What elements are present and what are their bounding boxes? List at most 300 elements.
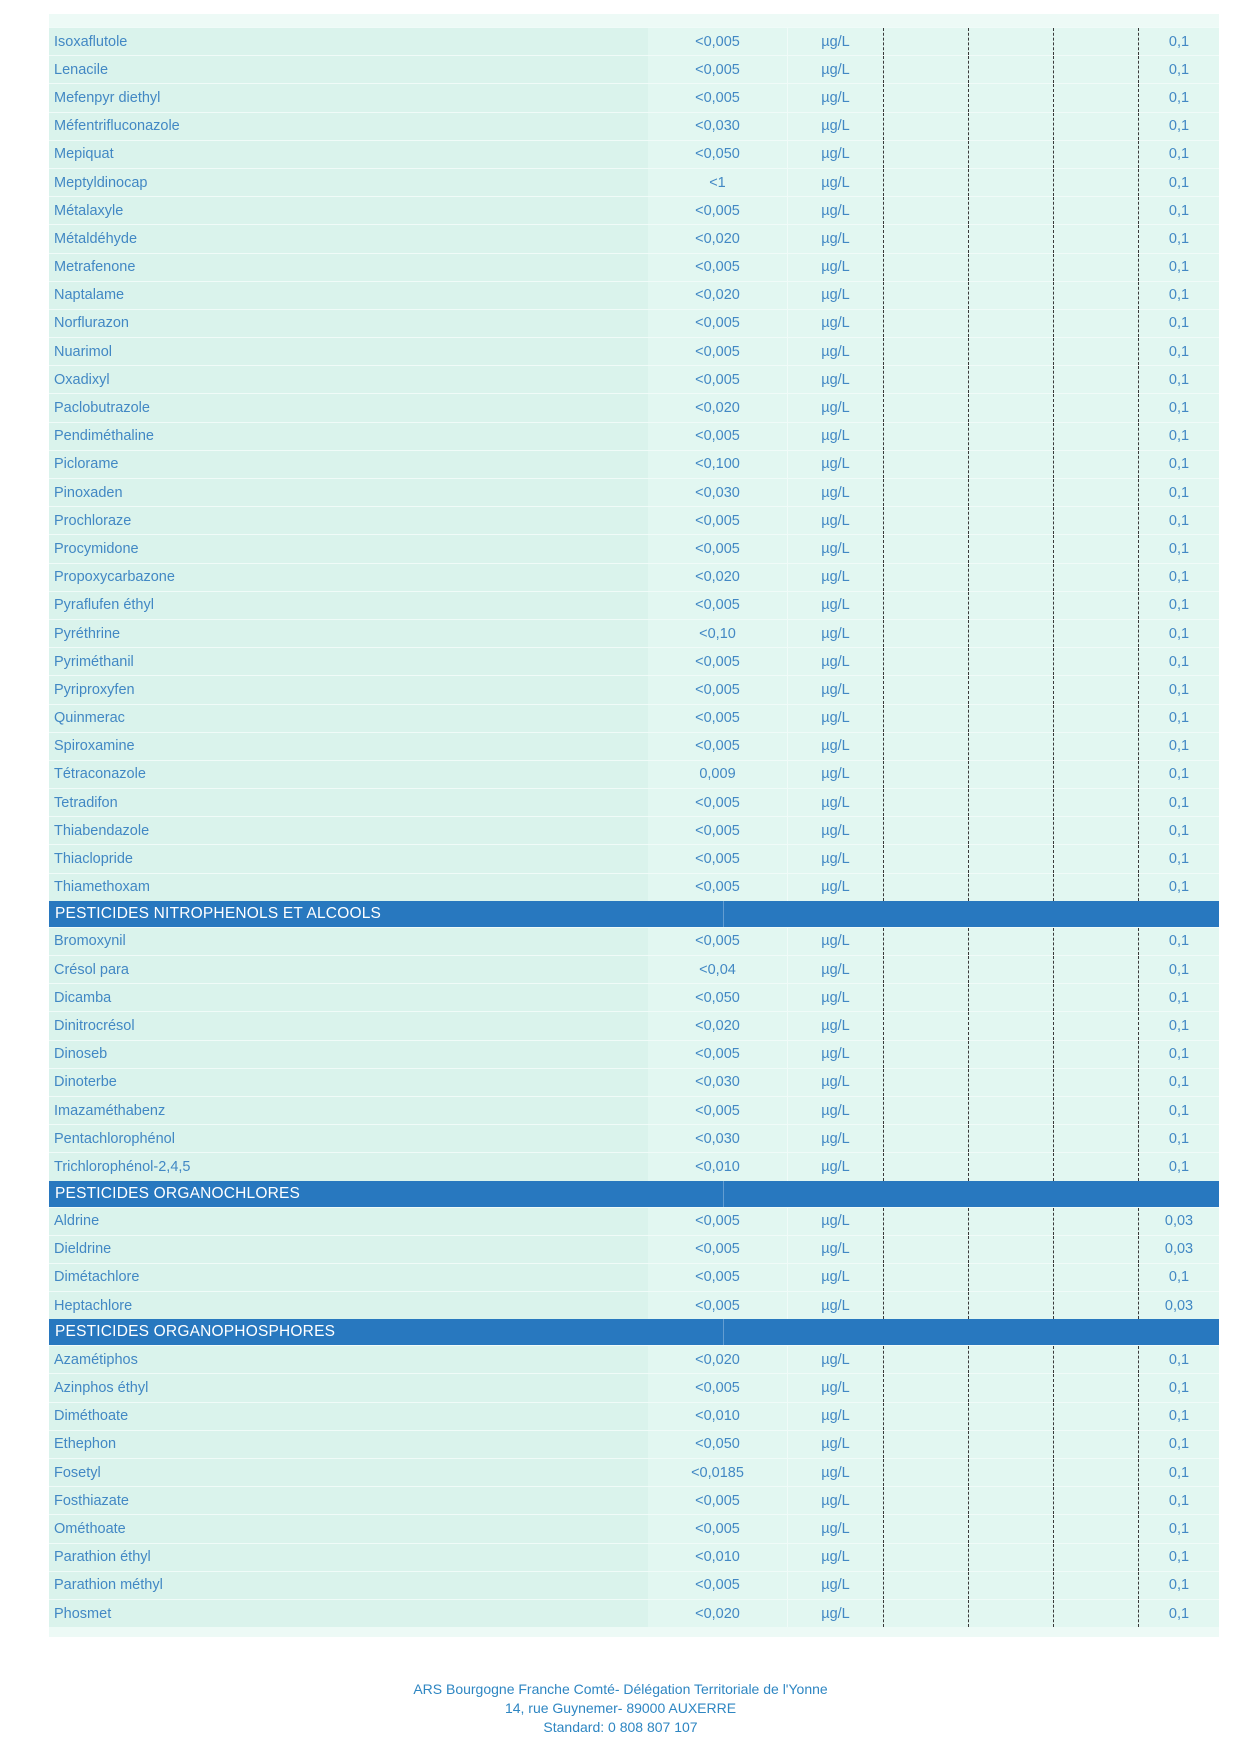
limit-value: 0,1 [1138, 705, 1219, 732]
limit-value: 0,1 [1138, 338, 1219, 365]
measured-value: <0,005 [648, 789, 787, 816]
empty-cell [1053, 1346, 1138, 1373]
unit-label: µg/L [787, 1346, 883, 1373]
footer-line-phone: Standard: 0 808 807 107 [543, 1719, 698, 1735]
empty-cell [883, 928, 968, 955]
unit-label: µg/L [787, 1012, 883, 1039]
table-row [49, 1543, 1219, 1571]
limit-value: 0,1 [1138, 564, 1219, 591]
limit-value: 0,1 [1138, 620, 1219, 647]
empty-cell [883, 1600, 968, 1627]
table-row [49, 1345, 1219, 1373]
limit-value: 0,1 [1138, 507, 1219, 534]
measured-value: <0,005 [648, 535, 787, 562]
unit-label: µg/L [787, 956, 883, 983]
measured-value: 0,009 [648, 761, 787, 788]
empty-cell [1053, 789, 1138, 816]
empty-cell [968, 789, 1053, 816]
limit-value: 0,1 [1138, 254, 1219, 281]
unit-label: µg/L [787, 789, 883, 816]
parameter-name: Lenacile [49, 56, 648, 83]
unit-label: µg/L [787, 592, 883, 619]
parameter-name: Pentachlorophénol [49, 1125, 648, 1152]
unit-label: µg/L [787, 761, 883, 788]
table-row [49, 83, 1219, 111]
empty-cell [1053, 705, 1138, 732]
table-row [49, 27, 1219, 55]
unit-label: µg/L [787, 620, 883, 647]
unit-label: µg/L [787, 84, 883, 111]
empty-cell [1053, 84, 1138, 111]
measured-value: <0,0185 [648, 1459, 787, 1486]
parameter-name: Naptalame [49, 282, 648, 309]
measured-value: <0,020 [648, 1346, 787, 1373]
empty-cell [883, 1487, 968, 1514]
empty-cell [1053, 366, 1138, 393]
empty-cell [883, 141, 968, 168]
table-row [49, 1152, 1219, 1180]
table-row [49, 309, 1219, 337]
empty-cell [1053, 1459, 1138, 1486]
measured-value: <0,005 [648, 254, 787, 281]
empty-cell [1053, 394, 1138, 421]
empty-cell [1053, 1292, 1138, 1319]
empty-cell [883, 56, 968, 83]
table-row [49, 1430, 1219, 1458]
unit-label: µg/L [787, 282, 883, 309]
limit-value: 0,1 [1138, 928, 1219, 955]
measured-value: <0,020 [648, 225, 787, 252]
parameter-name: Dieldrine [49, 1236, 648, 1263]
measured-value: <0,020 [648, 1012, 787, 1039]
empty-cell [1053, 225, 1138, 252]
previous-row-sliver [49, 14, 1219, 27]
parameter-name: Crésol para [49, 956, 648, 983]
limit-value: 0,1 [1138, 1403, 1219, 1430]
parameter-name: Méfentrifluconazole [49, 113, 648, 140]
limit-value: 0,1 [1138, 1069, 1219, 1096]
empty-cell [968, 1544, 1053, 1571]
measured-value: <0,005 [648, 338, 787, 365]
empty-cell [968, 1292, 1053, 1319]
empty-cell [968, 620, 1053, 647]
table-row [49, 1571, 1219, 1599]
measured-value: <0,005 [648, 366, 787, 393]
table-row [49, 450, 1219, 478]
parameter-name: Dicamba [49, 984, 648, 1011]
unit-label: µg/L [787, 1487, 883, 1514]
empty-cell [968, 928, 1053, 955]
empty-cell [883, 479, 968, 506]
measured-value: <0,005 [648, 733, 787, 760]
empty-cell [1053, 113, 1138, 140]
empty-cell [968, 874, 1053, 901]
measured-value: <0,04 [648, 956, 787, 983]
unit-label: µg/L [787, 254, 883, 281]
table-row [49, 955, 1219, 983]
empty-cell [883, 705, 968, 732]
empty-cell [883, 1125, 968, 1152]
empty-cell [968, 817, 1053, 844]
parameter-name: Spiroxamine [49, 733, 648, 760]
empty-cell [1053, 1515, 1138, 1542]
unit-label: µg/L [787, 1069, 883, 1096]
empty-cell [1053, 451, 1138, 478]
table-row [49, 816, 1219, 844]
table-body [49, 27, 1219, 1627]
limit-value: 0,1 [1138, 451, 1219, 478]
empty-cell [883, 1431, 968, 1458]
empty-cell [1053, 1153, 1138, 1180]
empty-cell [883, 1346, 968, 1373]
section-header-bar: PESTICIDES NITROPHENOLS ET ALCOOLS [49, 901, 1219, 927]
empty-cell [968, 1572, 1053, 1599]
empty-cell [968, 648, 1053, 675]
empty-cell [1053, 423, 1138, 450]
limit-value: 0,1 [1138, 676, 1219, 703]
empty-cell [968, 1097, 1053, 1124]
parameter-name: Heptachlore [49, 1292, 648, 1319]
empty-cell [883, 564, 968, 591]
measured-value: <0,005 [648, 1292, 787, 1319]
empty-cell [883, 1459, 968, 1486]
empty-cell [968, 1264, 1053, 1291]
section-bar-seam [723, 901, 724, 927]
table-row [49, 732, 1219, 760]
empty-cell [1053, 1069, 1138, 1096]
empty-cell [968, 564, 1053, 591]
empty-cell [1053, 507, 1138, 534]
empty-cell [968, 84, 1053, 111]
measured-value: <0,005 [648, 817, 787, 844]
parameter-name: Mefenpyr diethyl [49, 84, 648, 111]
footer-line-org: ARS Bourgogne Franche Comté- Délégation Territoriale de l'Yonne [413, 1681, 828, 1697]
measured-value: <0,005 [648, 592, 787, 619]
parameter-name: Dinoterbe [49, 1069, 648, 1096]
unit-label: µg/L [787, 984, 883, 1011]
measured-value: <0,10 [648, 620, 787, 647]
parameter-name: Azinphos éthyl [49, 1374, 648, 1401]
unit-label: µg/L [787, 197, 883, 224]
empty-cell [968, 592, 1053, 619]
parameter-name: Métalaxyle [49, 197, 648, 224]
parameter-name: Tétraconazole [49, 761, 648, 788]
table-row [49, 337, 1219, 365]
parameter-name: Dinitrocrésol [49, 1012, 648, 1039]
empty-cell [883, 535, 968, 562]
limit-value: 0,1 [1138, 366, 1219, 393]
next-row-sliver [49, 1627, 1219, 1637]
parameter-name: Thiamethoxam [49, 874, 648, 901]
empty-cell [968, 479, 1053, 506]
empty-cell [1053, 1374, 1138, 1401]
page-footer [0, 1680, 1241, 1737]
unit-label: µg/L [787, 1264, 883, 1291]
empty-cell [968, 423, 1053, 450]
empty-cell [883, 1153, 968, 1180]
empty-cell [1053, 56, 1138, 83]
limit-value: 0,1 [1138, 423, 1219, 450]
empty-cell [1053, 817, 1138, 844]
unit-label: µg/L [787, 1097, 883, 1124]
empty-cell [1053, 1041, 1138, 1068]
section-bar-seam [723, 1319, 724, 1345]
measured-value: <0,050 [648, 1431, 787, 1458]
limit-value: 0,1 [1138, 1544, 1219, 1571]
table-row [49, 927, 1219, 955]
parameter-name: Azamétiphos [49, 1346, 648, 1373]
table-row [49, 619, 1219, 647]
parameter-name: Ométhoate [49, 1515, 648, 1542]
unit-label: µg/L [787, 1208, 883, 1235]
empty-cell [968, 1459, 1053, 1486]
empty-cell [883, 254, 968, 281]
unit-label: µg/L [787, 451, 883, 478]
empty-cell [883, 1208, 968, 1235]
limit-value: 0,1 [1138, 592, 1219, 619]
empty-cell [883, 874, 968, 901]
table-row [49, 1096, 1219, 1124]
parameter-name: Phosmet [49, 1600, 648, 1627]
limit-value: 0,1 [1138, 141, 1219, 168]
measured-value: <0,005 [648, 423, 787, 450]
parameter-name: Parathion éthyl [49, 1544, 648, 1571]
limit-value: 0,1 [1138, 1097, 1219, 1124]
measured-value: <0,005 [648, 1572, 787, 1599]
empty-cell [968, 1041, 1053, 1068]
empty-cell [1053, 1208, 1138, 1235]
table-row [49, 365, 1219, 393]
empty-cell [883, 28, 968, 55]
empty-cell [1053, 1012, 1138, 1039]
unit-label: µg/L [787, 56, 883, 83]
unit-label: µg/L [787, 733, 883, 760]
unit-label: µg/L [787, 845, 883, 872]
unit-label: µg/L [787, 366, 883, 393]
measured-value: <0,005 [648, 1236, 787, 1263]
empty-cell [883, 817, 968, 844]
unit-label: µg/L [787, 676, 883, 703]
limit-value: 0,1 [1138, 956, 1219, 983]
table-row [49, 534, 1219, 562]
measured-value: <0,005 [648, 507, 787, 534]
measured-value: <0,020 [648, 1600, 787, 1627]
measured-value: <0,030 [648, 113, 787, 140]
limit-value: 0,03 [1138, 1292, 1219, 1319]
empty-cell [968, 1208, 1053, 1235]
parameter-name: Quinmerac [49, 705, 648, 732]
table-row [49, 506, 1219, 534]
empty-cell [1053, 733, 1138, 760]
parameter-name: Tetradifon [49, 789, 648, 816]
empty-cell [1053, 620, 1138, 647]
parameter-name: Metrafenone [49, 254, 648, 281]
parameter-name: Trichlorophénol-2,4,5 [49, 1153, 648, 1180]
empty-cell [968, 845, 1053, 872]
measured-value: <0,050 [648, 141, 787, 168]
empty-cell [883, 197, 968, 224]
empty-cell [883, 310, 968, 337]
empty-cell [883, 282, 968, 309]
parameter-name: Norflurazon [49, 310, 648, 337]
measured-value: <0,005 [648, 28, 787, 55]
table-row [49, 1373, 1219, 1401]
empty-cell [1053, 1487, 1138, 1514]
unit-label: µg/L [787, 1403, 883, 1430]
parameter-name: Piclorame [49, 451, 648, 478]
empty-cell [1053, 1600, 1138, 1627]
empty-cell [968, 1515, 1053, 1542]
empty-cell [968, 761, 1053, 788]
limit-value: 0,1 [1138, 113, 1219, 140]
parameter-name: Prochloraze [49, 507, 648, 534]
empty-cell [968, 1125, 1053, 1152]
measured-value: <0,005 [648, 1374, 787, 1401]
unit-label: µg/L [787, 1292, 883, 1319]
empty-cell [968, 451, 1053, 478]
measured-value: <0,005 [648, 84, 787, 111]
table-row [49, 1207, 1219, 1235]
limit-value: 0,03 [1138, 1208, 1219, 1235]
limit-value: 0,1 [1138, 169, 1219, 196]
empty-cell [968, 28, 1053, 55]
limit-value: 0,1 [1138, 1487, 1219, 1514]
empty-cell [968, 338, 1053, 365]
limit-value: 0,1 [1138, 1346, 1219, 1373]
empty-cell [1053, 1544, 1138, 1571]
empty-cell [883, 1236, 968, 1263]
empty-cell [968, 1069, 1053, 1096]
limit-value: 0,1 [1138, 56, 1219, 83]
unit-label: µg/L [787, 1515, 883, 1542]
parameter-name: Bromoxynil [49, 928, 648, 955]
limit-value: 0,1 [1138, 648, 1219, 675]
table-row [49, 478, 1219, 506]
limit-value: 0,1 [1138, 1012, 1219, 1039]
measured-value: <0,005 [648, 874, 787, 901]
empty-cell [968, 254, 1053, 281]
empty-cell [1053, 648, 1138, 675]
limit-value: 0,1 [1138, 1264, 1219, 1291]
measured-value: <0,005 [648, 56, 787, 83]
empty-cell [1053, 197, 1138, 224]
table-row [49, 788, 1219, 816]
empty-cell [968, 507, 1053, 534]
empty-cell [968, 733, 1053, 760]
section-header-bar: PESTICIDES ORGANOCHLORES [49, 1181, 1219, 1207]
unit-label: µg/L [787, 874, 883, 901]
empty-cell [883, 648, 968, 675]
parameter-name: Pyréthrine [49, 620, 648, 647]
empty-cell [883, 1403, 968, 1430]
table-row [49, 1486, 1219, 1514]
empty-cell [968, 705, 1053, 732]
empty-cell [1053, 1572, 1138, 1599]
table-row [49, 1458, 1219, 1486]
table-row [49, 1068, 1219, 1096]
empty-cell [883, 169, 968, 196]
parameter-name: Propoxycarbazone [49, 564, 648, 591]
limit-value: 0,1 [1138, 1041, 1219, 1068]
empty-cell [968, 394, 1053, 421]
parameter-name: Pyriproxyfen [49, 676, 648, 703]
limit-value: 0,1 [1138, 1600, 1219, 1627]
limit-value: 0,1 [1138, 197, 1219, 224]
empty-cell [968, 1153, 1053, 1180]
empty-cell [968, 113, 1053, 140]
measured-value: <0,010 [648, 1544, 787, 1571]
parameter-name: Thiaclopride [49, 845, 648, 872]
unit-label: µg/L [787, 1431, 883, 1458]
parameter-name: Aldrine [49, 1208, 648, 1235]
measured-value: <0,030 [648, 1125, 787, 1152]
measured-value: <0,005 [648, 928, 787, 955]
table-row [49, 1235, 1219, 1263]
measured-value: <0,005 [648, 1487, 787, 1514]
empty-cell [883, 1264, 968, 1291]
measured-value: <0,010 [648, 1153, 787, 1180]
empty-cell [968, 535, 1053, 562]
unit-label: µg/L [787, 338, 883, 365]
empty-cell [968, 141, 1053, 168]
empty-cell [968, 1600, 1053, 1627]
unit-label: µg/L [787, 817, 883, 844]
empty-cell [1053, 310, 1138, 337]
parameter-name: Dimétachlore [49, 1264, 648, 1291]
limit-value: 0,1 [1138, 733, 1219, 760]
unit-label: µg/L [787, 1153, 883, 1180]
empty-cell [883, 1041, 968, 1068]
empty-cell [968, 1487, 1053, 1514]
empty-cell [1053, 141, 1138, 168]
measured-value: <0,030 [648, 479, 787, 506]
measured-value: <0,005 [648, 1208, 787, 1235]
empty-cell [883, 789, 968, 816]
parameter-name: Oxadixyl [49, 366, 648, 393]
limit-value: 0,1 [1138, 282, 1219, 309]
unit-label: µg/L [787, 705, 883, 732]
measured-value: <0,020 [648, 282, 787, 309]
limit-value: 0,1 [1138, 1515, 1219, 1542]
empty-cell [883, 1292, 968, 1319]
limit-value: 0,1 [1138, 761, 1219, 788]
table-row [49, 844, 1219, 872]
table-row [49, 983, 1219, 1011]
unit-label: µg/L [787, 1236, 883, 1263]
limit-value: 0,1 [1138, 845, 1219, 872]
empty-cell [883, 1374, 968, 1401]
empty-cell [883, 423, 968, 450]
measured-value: <0,030 [648, 1069, 787, 1096]
unit-label: µg/L [787, 648, 883, 675]
parameter-name: Nuarimol [49, 338, 648, 365]
parameter-name: Imazaméthabenz [49, 1097, 648, 1124]
empty-cell [883, 1012, 968, 1039]
empty-cell [1053, 956, 1138, 983]
parameter-name: Meptyldinocap [49, 169, 648, 196]
table-row [49, 1263, 1219, 1291]
table-row [49, 704, 1219, 732]
empty-cell [1053, 1403, 1138, 1430]
empty-cell [1053, 1236, 1138, 1263]
measured-value: <0,005 [648, 1515, 787, 1542]
table-row [49, 55, 1219, 83]
empty-cell [883, 366, 968, 393]
empty-cell [1053, 254, 1138, 281]
limit-value: 0,1 [1138, 817, 1219, 844]
table-row [49, 1514, 1219, 1542]
table-row [49, 112, 1219, 140]
